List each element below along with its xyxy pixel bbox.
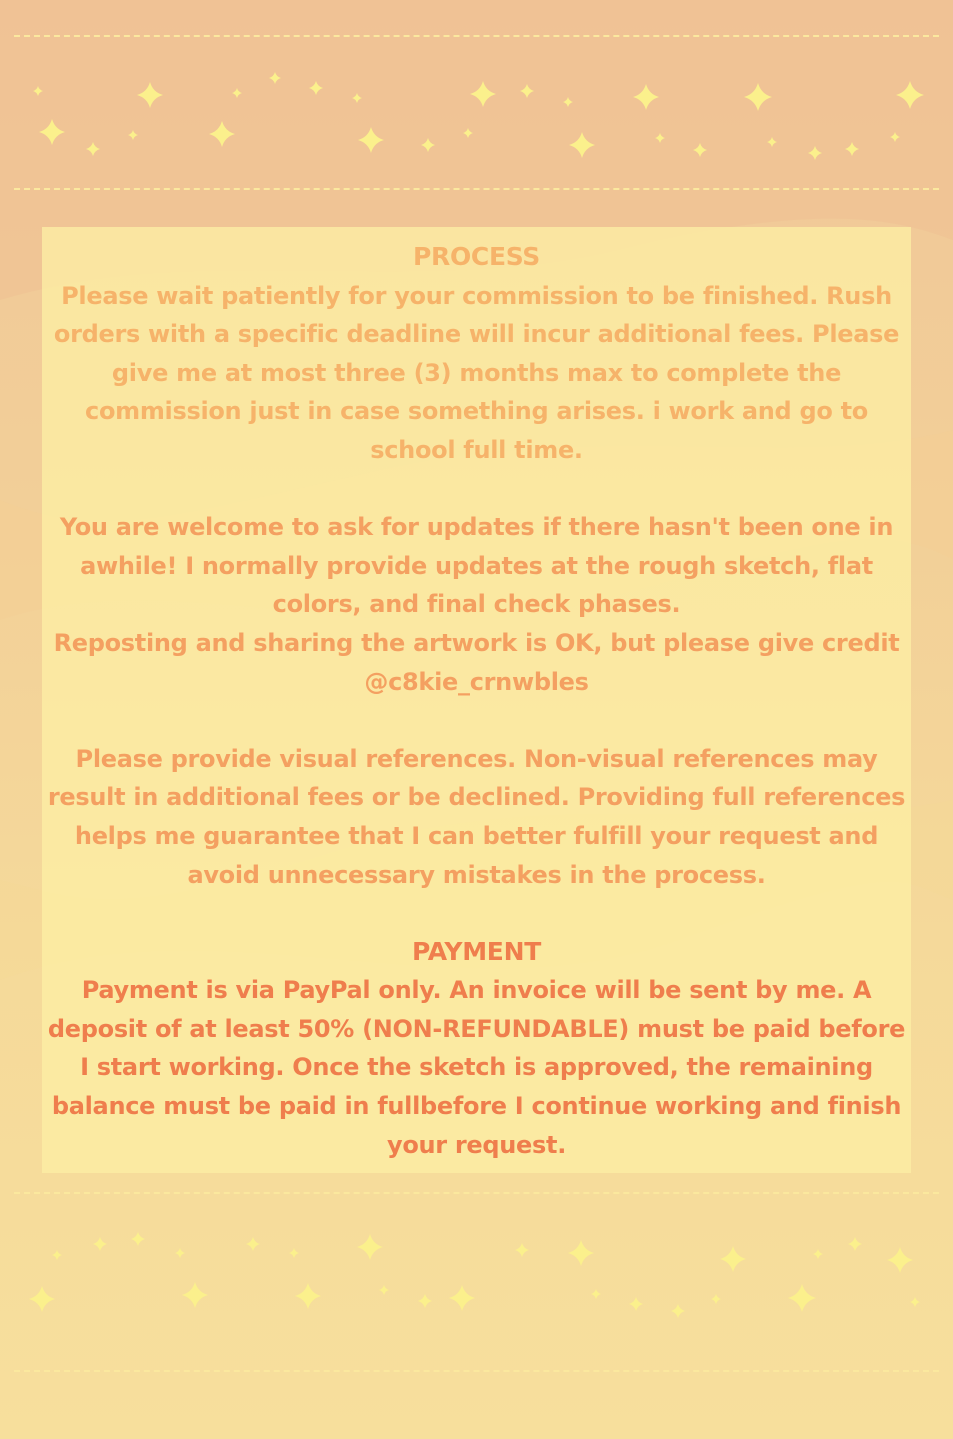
sparkle-icon: [813, 1249, 823, 1259]
sparkle-icon: [693, 143, 707, 157]
process-paragraph-timeline: [42, 277, 911, 470]
text-line: your request.: [386, 1130, 567, 1159]
sparkle-icon: [711, 1294, 721, 1304]
sparkle-icon: [720, 1246, 746, 1272]
sparkle-icon: [591, 1289, 601, 1299]
text-line: Please wait patiently for your commission to be finished. Rush: [61, 281, 892, 310]
sparkle-icon: [463, 128, 473, 138]
sparkle-icon: [52, 1250, 62, 1260]
sparkle-icon: [671, 1304, 685, 1318]
sparkle-icon: [887, 1247, 913, 1273]
text-line: commission just in case something arises. i work and go to: [85, 397, 868, 426]
payment-heading: PAYMENT: [412, 936, 541, 966]
sparkle-icon: [808, 146, 822, 160]
sparkle-icon: [29, 1286, 55, 1312]
sparkle-icon: [470, 81, 496, 107]
text-line: awhile! I normally provide updates at the rough sketch, flat: [80, 551, 873, 580]
text-line: school full time.: [370, 435, 583, 464]
sparkle-icon: [788, 1284, 816, 1312]
sparkle-icon: [175, 1248, 185, 1258]
sparkle-icon: [744, 83, 772, 111]
sparkle-icon: [896, 81, 924, 109]
sparkle-icon: [93, 1237, 107, 1251]
text-line: I start working. Once the sketch is approved, the remaining: [80, 1053, 873, 1082]
process-paragraph-updates: [42, 508, 911, 701]
top-dash-divider-upper: [14, 35, 939, 37]
sparkle-icon: [379, 1285, 389, 1295]
sparkle-icon: [209, 121, 235, 147]
bottom-dash-divider-lower: [14, 1370, 939, 1372]
sparkle-icon: [128, 130, 138, 140]
artist-handle: @c8kie_crnwbles: [364, 667, 589, 696]
sparkle-icon: [352, 93, 362, 103]
text-line: deposit of at least 50% (NON-REFUNDABLE) must be paid before: [47, 1014, 906, 1043]
sparkle-icon: [232, 88, 242, 98]
text-line: helps me guarantee that I can better fulfill your request and: [74, 821, 879, 850]
process-heading: PROCESS: [412, 242, 541, 271]
sparkle-icon: [39, 119, 65, 145]
sparkle-icon: [890, 132, 900, 142]
sparkle-icon: [418, 1294, 432, 1308]
sparkle-icon: [86, 142, 100, 156]
text-line: You are welcome to ask for updates if there hasn't been one in: [59, 513, 894, 542]
sparkle-icon: [246, 1237, 260, 1251]
sparkle-icon: [848, 1237, 862, 1251]
sparkle-icon: [421, 138, 435, 152]
sparkle-icon: [449, 1285, 475, 1311]
text-line: colors, and final check phases.: [272, 590, 681, 619]
sparkle-icon: [357, 1234, 383, 1260]
sparkle-icon: [629, 1297, 643, 1311]
sparkle-icon: [568, 1240, 594, 1266]
sparkle-icon: [655, 133, 665, 143]
text-line: orders with a specific deadline will incur additional fees. Please: [53, 320, 900, 349]
text-line: result in additional fees or be declined. Providing full references: [47, 783, 906, 812]
sparkle-icon: [289, 1248, 299, 1258]
process-paragraph-references: [42, 740, 911, 894]
panel-text: [42, 238, 911, 1164]
text-line: avoid unnecessary mistakes in the process.: [187, 860, 766, 889]
text-line: Reposting and sharing the artwork is OK, but please give credit: [53, 628, 900, 657]
top-dash-divider-lower: [14, 188, 939, 190]
sparkle-icon: [295, 1283, 321, 1309]
text-line: Please provide visual references. Non-visual references may: [75, 744, 878, 773]
sparkle-icon: [563, 97, 573, 107]
top-sparkle-band: [0, 60, 953, 180]
sparkle-icon: [131, 1232, 145, 1246]
sparkle-icon: [767, 137, 777, 147]
sparkle-icon: [633, 84, 659, 110]
bottom-sparkle-band: [0, 1222, 953, 1342]
sparkle-icon: [520, 84, 534, 98]
sparkle-icon: [910, 1297, 920, 1307]
sparkle-icon: [33, 86, 43, 96]
payment-paragraph: [42, 971, 911, 1164]
text-line: Payment is via PayPal only. An invoice will be sent by me. A: [81, 976, 872, 1005]
sparkle-icon: [309, 81, 323, 95]
sparkle-icon: [137, 82, 163, 108]
sparkle-icon: [358, 127, 384, 153]
sparkle-icon: [269, 72, 281, 84]
bottom-dash-divider-upper: [14, 1192, 939, 1194]
text-line: balance must be paid in fullbefore I continue working and finish: [51, 1092, 902, 1121]
sparkle-icon: [515, 1243, 529, 1257]
sparkle-icon: [182, 1282, 208, 1308]
sparkle-icon: [845, 142, 859, 156]
text-line: give me at most three (3) months max to complete the: [111, 358, 842, 387]
sparkle-icon: [569, 132, 595, 158]
